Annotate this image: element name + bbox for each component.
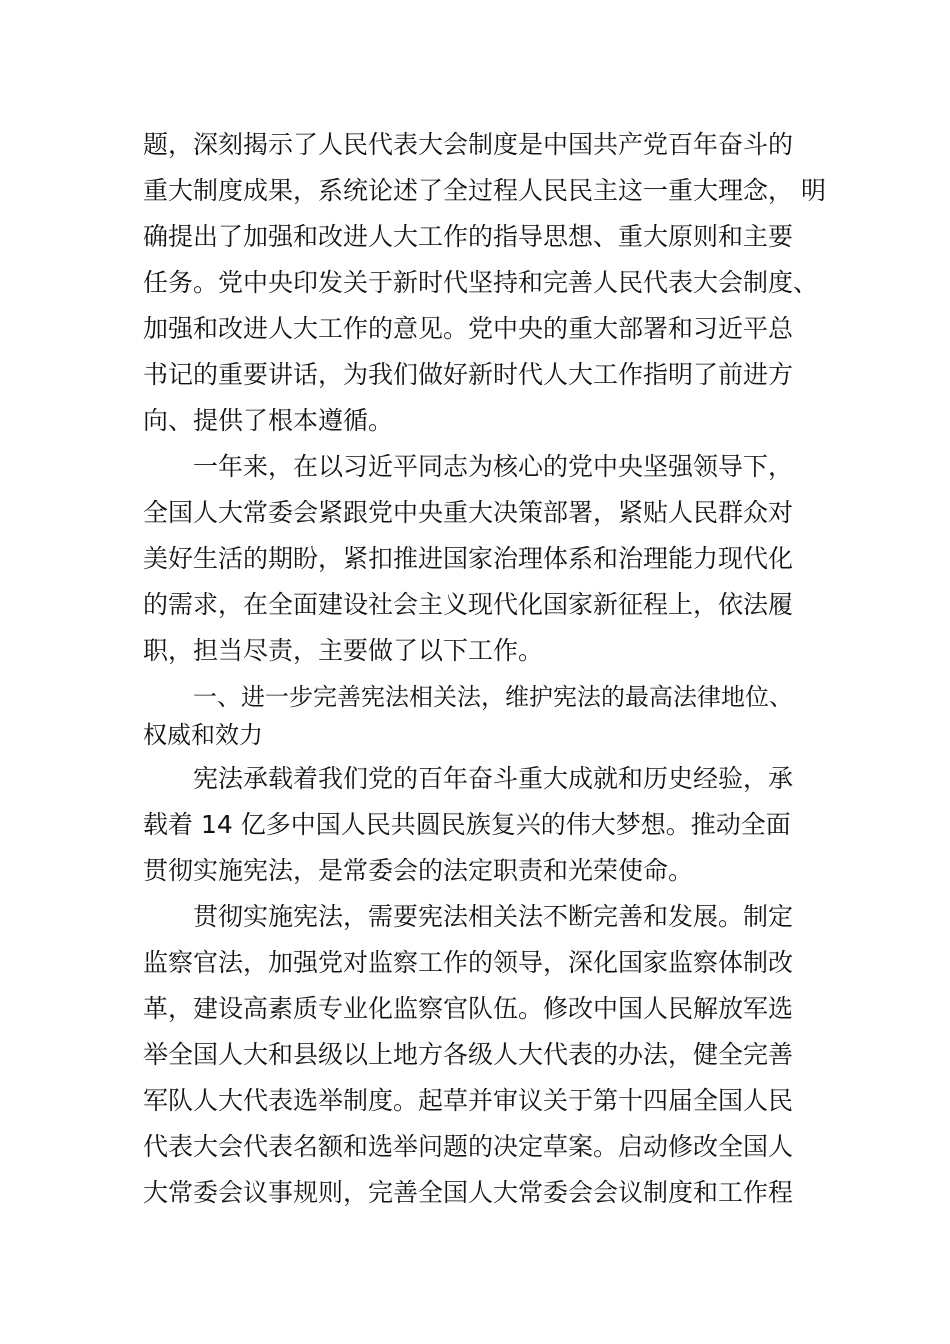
text-line-7: 向、提供了根本遵循。 <box>143 406 394 435</box>
text-line-24: 大常委会议事规则，完善全国人大常委会会议制度和工作程 <box>143 1178 794 1207</box>
text-line-20: 革，建设高素质专业化监察官队伍。修改中国人民解放军选 <box>143 994 794 1023</box>
text-line-22: 军队人大代表选举制度。起草并审议关于第十四届全国人民 <box>143 1086 794 1115</box>
text-line-5: 加强和改进人大工作的意见。党中央的重大部署和习近平总 <box>143 314 794 343</box>
text-line-10: 美好生活的期盼，紧扣推进国家治理体系和治理能力现代化 <box>143 544 794 573</box>
text-line-3: 确提出了加强和改进人大工作的指导思想、重大原则和主要 <box>143 222 794 251</box>
text-line-6: 书记的重要讲话，为我们做好新时代人大工作指明了前进方 <box>143 360 794 389</box>
text-line-9: 全国人大常委会紧跟党中央重大决策部署，紧贴人民群众对 <box>143 498 794 527</box>
text-line-1: 题，深刻揭示了人民代表大会制度是中国共产党百年奋斗的 <box>143 130 794 159</box>
text-line-12: 职，担当尽责，主要做了以下工作。 <box>143 636 544 665</box>
text-line-19: 监察官法，加强党对监察工作的领导，深化国家监察体制改 <box>143 948 794 977</box>
text-line-8: 一年来，在以习近平同志为核心的党中央坚强领导下， <box>193 452 794 481</box>
text-line-11: 的需求，在全面建设社会主义现代化国家新征程上，依法履 <box>143 590 794 619</box>
text-line-23: 代表大会代表名额和选举问题的决定草案。启动修改全国人 <box>143 1132 794 1161</box>
text-line-4: 任务。党中央印发关于新时代坚持和完善人民代表大会制度、 <box>143 268 819 297</box>
text-line-2: 重大制度成果，系统论述了全过程人民民主这一重大理念， 明 <box>143 176 826 205</box>
section-heading-line-2: 权威和效力 <box>143 721 263 749</box>
text-line-17: 贯彻实施宪法，是常委会的法定职责和光荣使命。 <box>143 856 694 885</box>
text-line-15: 宪法承载着我们党的百年奋斗重大成就和历史经验，承 <box>193 764 794 793</box>
section-heading-line-1: 一、进一步完善宪法相关法，维护宪法的最高法律地位、 <box>193 683 793 711</box>
text-line-21: 举全国人大和县级以上地方各级人大代表的办法，健全完善 <box>143 1040 794 1069</box>
text-line-18: 贯彻实施宪法，需要宪法相关法不断完善和发展。制定 <box>193 902 794 931</box>
text-line-16: 载着 14 亿多中国人民共圆民族复兴的伟大梦想。推动全面 <box>143 810 791 839</box>
